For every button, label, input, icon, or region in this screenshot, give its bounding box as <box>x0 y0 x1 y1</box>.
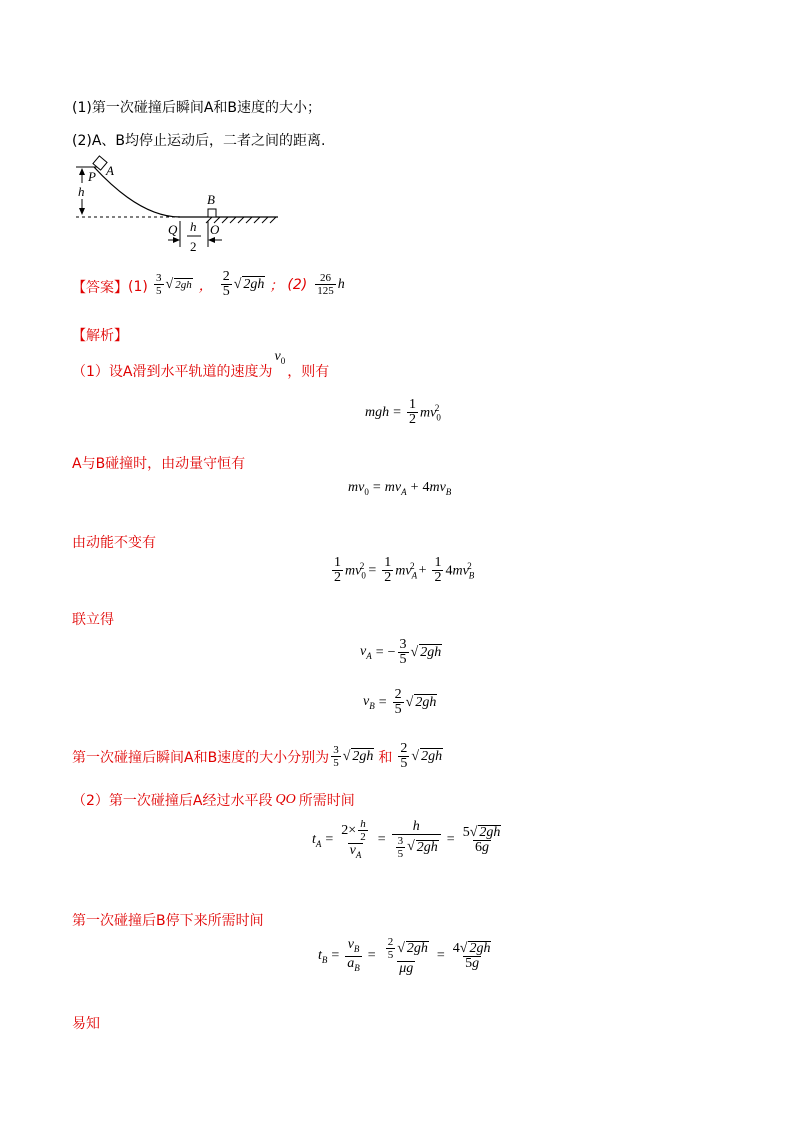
part1-intro: （1）设A滑到水平轨道的速度为 $v_0$ ，则有 <box>72 349 330 380</box>
question-2: (2)A、B均停止运动后，二者之间的距离. <box>72 133 326 149</box>
answer-values: $\frac{3}{5}$ √ 2gh ， $\frac{2}{5}$ √ 2gh ； (2) $\frac{26}{125}$ h <box>156 269 345 299</box>
equation-vA: $v_A$ = − $\frac{3}{5}$ √ 2gh <box>360 637 442 667</box>
label-A: A <box>106 163 114 178</box>
equation-tB: $t_B$ = $\frac{v_B}{a_B}$ = $\frac{2}{5}$ √ 2gh μg = $\frac{4√ 2gh}{5g}$ <box>318 936 491 976</box>
analysis-label: 【解析】 <box>72 328 128 344</box>
collision-text: A与B碰撞时，由动量守恒有 <box>72 456 246 472</box>
part2-intro: （2）第一次碰撞后A经过水平段 QO 所需时间 <box>72 792 355 809</box>
equation-kinetic: $\frac{1}{2}$ $mv_0^2$ = $\frac{1}{2}$ $mv_A^2$ + $\frac{1}{2}$ $4mv_B^2$ <box>334 555 475 585</box>
answer-line <box>72 277 148 297</box>
energy-text: 由动能不变有 <box>72 535 156 551</box>
block-B <box>208 209 216 217</box>
label-h-half-den: 2 <box>190 239 197 254</box>
physics-figure <box>70 155 290 265</box>
combine-text: 联立得 <box>72 612 114 628</box>
label-h-half-num: h <box>190 219 197 234</box>
label-h: h <box>78 184 85 199</box>
label-B: B <box>207 192 215 207</box>
question-1: (1)第一次碰撞后瞬间A和B速度的大小； <box>72 100 322 116</box>
equation-momentum: $mv_0$ = $mv_A$ + $4mv_B$ <box>348 480 452 497</box>
equation-tA: $t_A$ = 2× $\frac{h}{2}$ $v_A$ = h $\frac{3}{5}$ √ 2gh = $\frac{5√ 2gh}{6g}$ <box>312 818 501 860</box>
easy-text: 易知 <box>72 1016 100 1032</box>
b-stop-text: 第一次碰撞后B停下来所需时间 <box>72 913 264 929</box>
result-line: 第一次碰撞后瞬间A和B速度的大小分别为 $\frac{3}{5}$ √ 2gh 和 $\frac{2}{5}$ √ 2gh <box>72 741 443 771</box>
label-P: P <box>88 169 96 184</box>
equation-energy-mgh: mgh = $\frac{1}{2}$ $mv_0^2$ <box>365 397 441 427</box>
equation-vB: $v_B$ = $\frac{2}{5}$ √ 2gh <box>363 687 437 717</box>
label-Q: Q <box>168 222 178 237</box>
answer-label: 【答案】 <box>72 280 128 296</box>
label-O: O <box>210 222 220 237</box>
answer-part1: (1) <box>128 279 148 295</box>
